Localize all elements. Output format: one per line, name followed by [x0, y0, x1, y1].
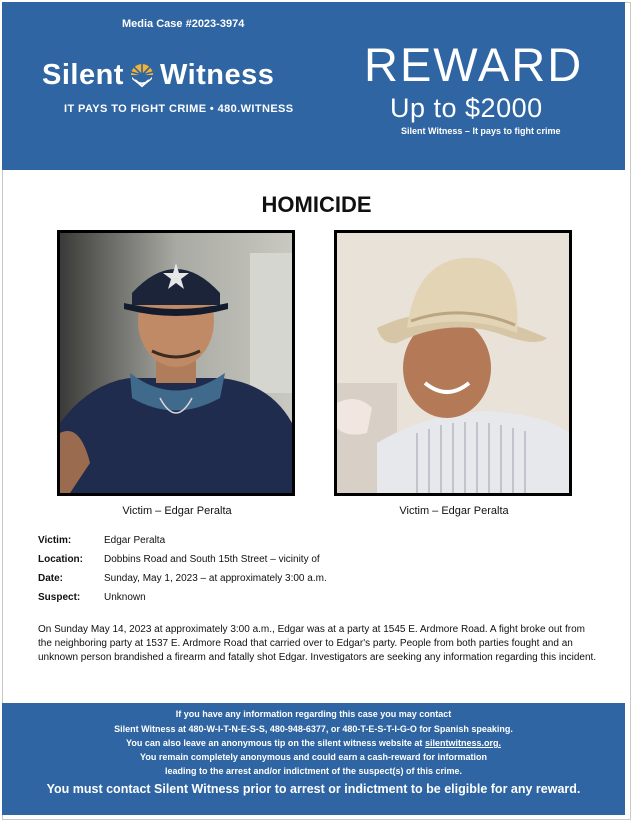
- footer-line-3: [2, 738, 625, 748]
- detail-label: Location:: [38, 554, 83, 565]
- photo-2-caption: Victim – Edgar Peralta: [399, 505, 509, 517]
- footer-line-1: If you have any information regarding this case you may contact: [175, 709, 452, 719]
- footer-line-5: leading to the arrest and/or indictment of the suspect(s) of this crime.: [164, 766, 463, 776]
- detail-value: Sunday, May 1, 2023 – at approximately 3:00 a.m.: [104, 573, 327, 584]
- sunburst-emblem-icon: [127, 58, 157, 88]
- detail-label: Date:: [38, 573, 64, 584]
- detail-value: Dobbins Road and South 15th Street – vicinity of: [104, 554, 320, 565]
- footer-line-2: Silent Witness at 480-W-I-T-N-E-S-S, 480-948-6377, or 480-T-E-S-T-I-G-O for Spanish speaking.: [114, 724, 513, 734]
- website-link[interactable]: silentwitness.org.: [424, 738, 501, 748]
- victim-photo-1: [57, 230, 295, 496]
- reward-eligibility-notice: You must contact Silent Witness prior to arrest or indictment to be eligible for any reward.: [46, 782, 581, 796]
- victim-photo-2: [334, 230, 572, 496]
- photo-1-caption: Victim – Edgar Peralta: [122, 505, 232, 517]
- detail-value: Edgar Peralta: [104, 535, 166, 546]
- incident-narrative: On Sunday May 14, 2023 at approximately 3:00 a.m., Edgar was at a party at 1545 E. Ardmore Road. A fight broke out from the neighboring party at 1537 E. Ardmore Road that carried over to Edgar's party. People from both parties fought and an unknown person brandished a firearm and fatally shot Edgar. Investigators are seeking any information regarding this incident.: [38, 624, 597, 663]
- detail-label: Victim:: [38, 535, 72, 546]
- detail-value: Unknown: [104, 592, 146, 603]
- header-banner: [2, 2, 625, 170]
- reward-heading: REWARD: [364, 38, 584, 91]
- logo-word-right: Witness: [159, 59, 275, 91]
- logo-tagline: IT PAYS TO FIGHT CRIME • 480.WITNESS: [64, 103, 294, 115]
- media-case-number: Media Case #2023-3974: [122, 18, 245, 30]
- logo-word-left: Silent: [42, 59, 124, 91]
- footer-line-3-text: You can also leave an anonymous tip on the silent witness website at: [126, 738, 425, 748]
- detail-label: Suspect:: [38, 592, 81, 603]
- reward-amount: Up to $2000: [390, 93, 543, 123]
- silent-witness-logo: [42, 58, 274, 92]
- case-title: HOMICIDE: [261, 192, 372, 217]
- footer-line-4: You remain completely anonymous and could earn a cash-reward for information: [140, 752, 487, 762]
- reward-subtitle: Silent Witness – It pays to fight crime: [401, 126, 561, 136]
- footer-banner: [2, 703, 625, 815]
